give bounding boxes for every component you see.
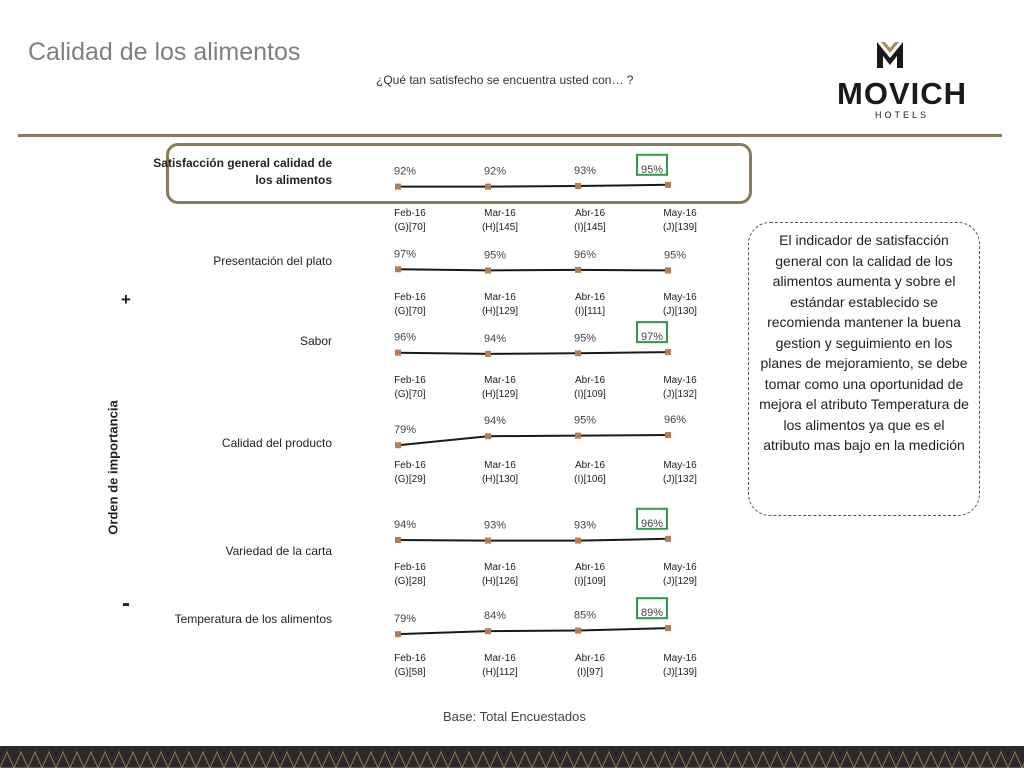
- tick-label-2-2-1: (I)[109]: [574, 389, 606, 400]
- data-label-0-2: 93%: [574, 165, 597, 177]
- data-label-1-0: 97%: [394, 248, 417, 261]
- data-point-2-1: [485, 351, 491, 357]
- data-label-3-2: 95%: [574, 414, 597, 427]
- data-label-5-0: 79%: [394, 613, 417, 626]
- data-point-3-3: [665, 432, 671, 438]
- tick-label-3-0-1: (G)[29]: [394, 474, 426, 485]
- metric-label-calidad: Calidad del producto: [221, 436, 332, 450]
- tick-label-3-1-1: (H)[130]: [481, 474, 519, 485]
- tick-label-0-1-1: (H)[145]: [481, 222, 519, 233]
- tick-label-2-1-1: (H)[129]: [481, 389, 519, 400]
- tick-label-4-0-0: Feb-16: [394, 562, 426, 573]
- data-label-2-2: 95%: [574, 332, 597, 345]
- tick-label-5-0-1: (G)[58]: [394, 667, 426, 678]
- data-label-2-0: 96%: [394, 331, 417, 344]
- tick-label-5-1-1: (H)[112]: [482, 667, 518, 678]
- tick-label-1-0-1: (G)[70]: [394, 306, 426, 317]
- tick-label-5-0-0: Feb-16: [394, 653, 426, 664]
- tick-label-2-2-0: Abr-16: [574, 375, 606, 386]
- data-point-2-3: [665, 349, 671, 355]
- series-line-5: [398, 628, 668, 634]
- data-point-5-2: [575, 628, 581, 634]
- data-label-4-0: 94%: [394, 519, 417, 531]
- metric-label-variedad: Variedad de la carta: [225, 544, 332, 558]
- data-label-1-3: 95%: [664, 249, 687, 262]
- tick-label-0-2-0: Abr-16: [574, 208, 606, 219]
- tick-label-5-2-0: Abr-16: [574, 653, 606, 664]
- tick-label-5-3-0: May-16: [663, 653, 697, 664]
- tick-label-1-1-1: (H)[129]: [481, 306, 519, 317]
- data-point-1-2: [575, 267, 581, 273]
- logo-tagline-text: HOTELS: [874, 110, 930, 120]
- data-point-4-2: [575, 538, 581, 544]
- data-label-4-3: 96%: [641, 517, 664, 530]
- tick-label-1-0-0: Feb-16: [394, 292, 426, 303]
- data-point-1-1: [485, 267, 491, 273]
- data-point-4-3: [665, 536, 671, 542]
- tick-label-0-1-0: Mar-16: [484, 208, 516, 219]
- logo-brand-text: MOVICH: [837, 76, 967, 111]
- tick-label-1-3-1: (J)[130]: [663, 306, 697, 317]
- tick-label-0-0-1: (G)[70]: [394, 222, 426, 233]
- data-label-0-0: 92%: [394, 165, 417, 178]
- data-point-5-1: [485, 628, 491, 634]
- tick-label-2-3-0: May-16: [663, 375, 697, 386]
- data-point-0-1: [485, 184, 491, 190]
- tick-label-3-1-0: Mar-16: [484, 460, 516, 471]
- data-label-1-2: 96%: [574, 248, 597, 261]
- axis-plus-marker: +: [121, 290, 131, 309]
- data-point-3-2: [575, 433, 581, 439]
- tick-label-1-1-0: Mar-16: [484, 292, 516, 303]
- tick-label-3-0-0: Feb-16: [394, 460, 426, 471]
- data-point-1-3: [665, 267, 671, 273]
- tick-label-4-2-0: Abr-16: [574, 562, 606, 573]
- base-note: Base: Total Encuestados: [443, 709, 586, 724]
- data-label-3-1: 94%: [484, 415, 507, 428]
- tick-label-2-3-1: (J)[132]: [663, 389, 697, 400]
- data-label-0-3: 95%: [641, 163, 664, 176]
- data-label-3-3: 96%: [664, 414, 687, 426]
- series-line-2: [398, 352, 668, 354]
- data-label-5-1: 84%: [484, 610, 507, 623]
- tick-label-4-3-0: May-16: [663, 562, 697, 573]
- tick-label-3-2-1: (I)[106]: [574, 474, 606, 485]
- data-point-3-0: [395, 442, 401, 448]
- axis-minus-marker: -: [122, 590, 130, 617]
- tick-label-4-0-1: (G)[28]: [394, 576, 426, 587]
- metric-label-sabor: Sabor: [299, 334, 332, 348]
- data-label-5-2: 85%: [574, 609, 597, 622]
- data-point-0-0: [395, 184, 401, 190]
- data-label-3-0: 79%: [394, 424, 417, 437]
- data-point-3-1: [485, 433, 491, 439]
- tick-label-3-3-0: May-16: [663, 460, 697, 471]
- series-line-1: [398, 269, 668, 270]
- data-point-0-3: [665, 182, 671, 188]
- page-subtitle: ¿Qué tan satisfecho se encuentra usted con… ?: [376, 73, 634, 87]
- page-title: Calidad de los alimentos: [28, 38, 301, 66]
- series-line-3: [398, 435, 668, 445]
- tick-label-3-3-1: (J)[132]: [663, 474, 697, 485]
- tick-label-0-3-0: May-16: [663, 208, 697, 219]
- data-label-4-2: 93%: [574, 519, 597, 532]
- tick-label-4-2-1: (I)[109]: [574, 576, 606, 587]
- metric-label-temperatura: Temperatura de los alimentos: [174, 612, 332, 626]
- tick-label-5-1-0: Mar-16: [484, 653, 516, 664]
- data-point-2-0: [395, 350, 401, 356]
- tick-label-0-3-1: (J)[139]: [663, 222, 697, 233]
- data-point-4-0: [395, 537, 401, 543]
- data-point-2-2: [575, 350, 581, 356]
- metric-label-presentacion: Presentación del plato: [213, 254, 332, 268]
- tick-label-1-2-1: (I)[111]: [574, 306, 606, 317]
- data-label-1-1: 95%: [484, 249, 507, 262]
- data-point-5-3: [665, 625, 671, 631]
- tick-label-1-3-0: May-16: [663, 292, 697, 303]
- tick-label-3-2-0: Abr-16: [574, 460, 606, 471]
- data-label-5-3: 89%: [641, 607, 664, 620]
- tick-label-5-3-1: (J)[139]: [663, 667, 697, 678]
- tick-label-4-1-0: Mar-16: [484, 562, 516, 573]
- axis-label: Orden de importancia: [105, 400, 121, 535]
- data-point-1-0: [395, 266, 401, 272]
- data-point-4-1: [485, 538, 491, 544]
- tick-label-0-0-0: Feb-16: [394, 208, 426, 219]
- series-line-0: [398, 185, 668, 187]
- data-point-0-2: [575, 183, 581, 189]
- footer-pattern: [0, 746, 1024, 768]
- data-label-2-3: 97%: [641, 331, 664, 344]
- metric-label-overall: Satisfacción general calidad de los alimentos: [153, 156, 332, 187]
- tick-label-0-2-1: (I)[145]: [574, 222, 606, 233]
- data-label-2-1: 94%: [484, 332, 507, 345]
- tick-label-4-1-1: (H)[126]: [481, 576, 519, 587]
- data-label-0-1: 92%: [484, 165, 507, 178]
- tick-label-1-2-0: Abr-16: [574, 292, 606, 303]
- tick-label-2-1-0: Mar-16: [484, 375, 516, 386]
- series-line-4: [398, 539, 668, 541]
- tick-label-2-0-1: (G)[70]: [394, 389, 426, 400]
- tick-label-5-2-1: (I)[97]: [576, 667, 604, 678]
- data-label-4-1: 93%: [484, 519, 507, 532]
- tick-label-4-3-1: (J)[129]: [663, 576, 697, 587]
- data-point-5-0: [395, 631, 401, 637]
- tick-label-2-0-0: Feb-16: [394, 375, 426, 386]
- insight-note: El indicador de satisfacción general con la calidad de los alimentos aumenta y sobre el estándar establecido se recomienda mantener la buena gestion y seguimiento en los planes de mejoramiento, se debe tomar como una oportunidad de mejora el atributo Temperatura de los alimentos ya que es el atributo mas bajo en la medición: [748, 222, 980, 516]
